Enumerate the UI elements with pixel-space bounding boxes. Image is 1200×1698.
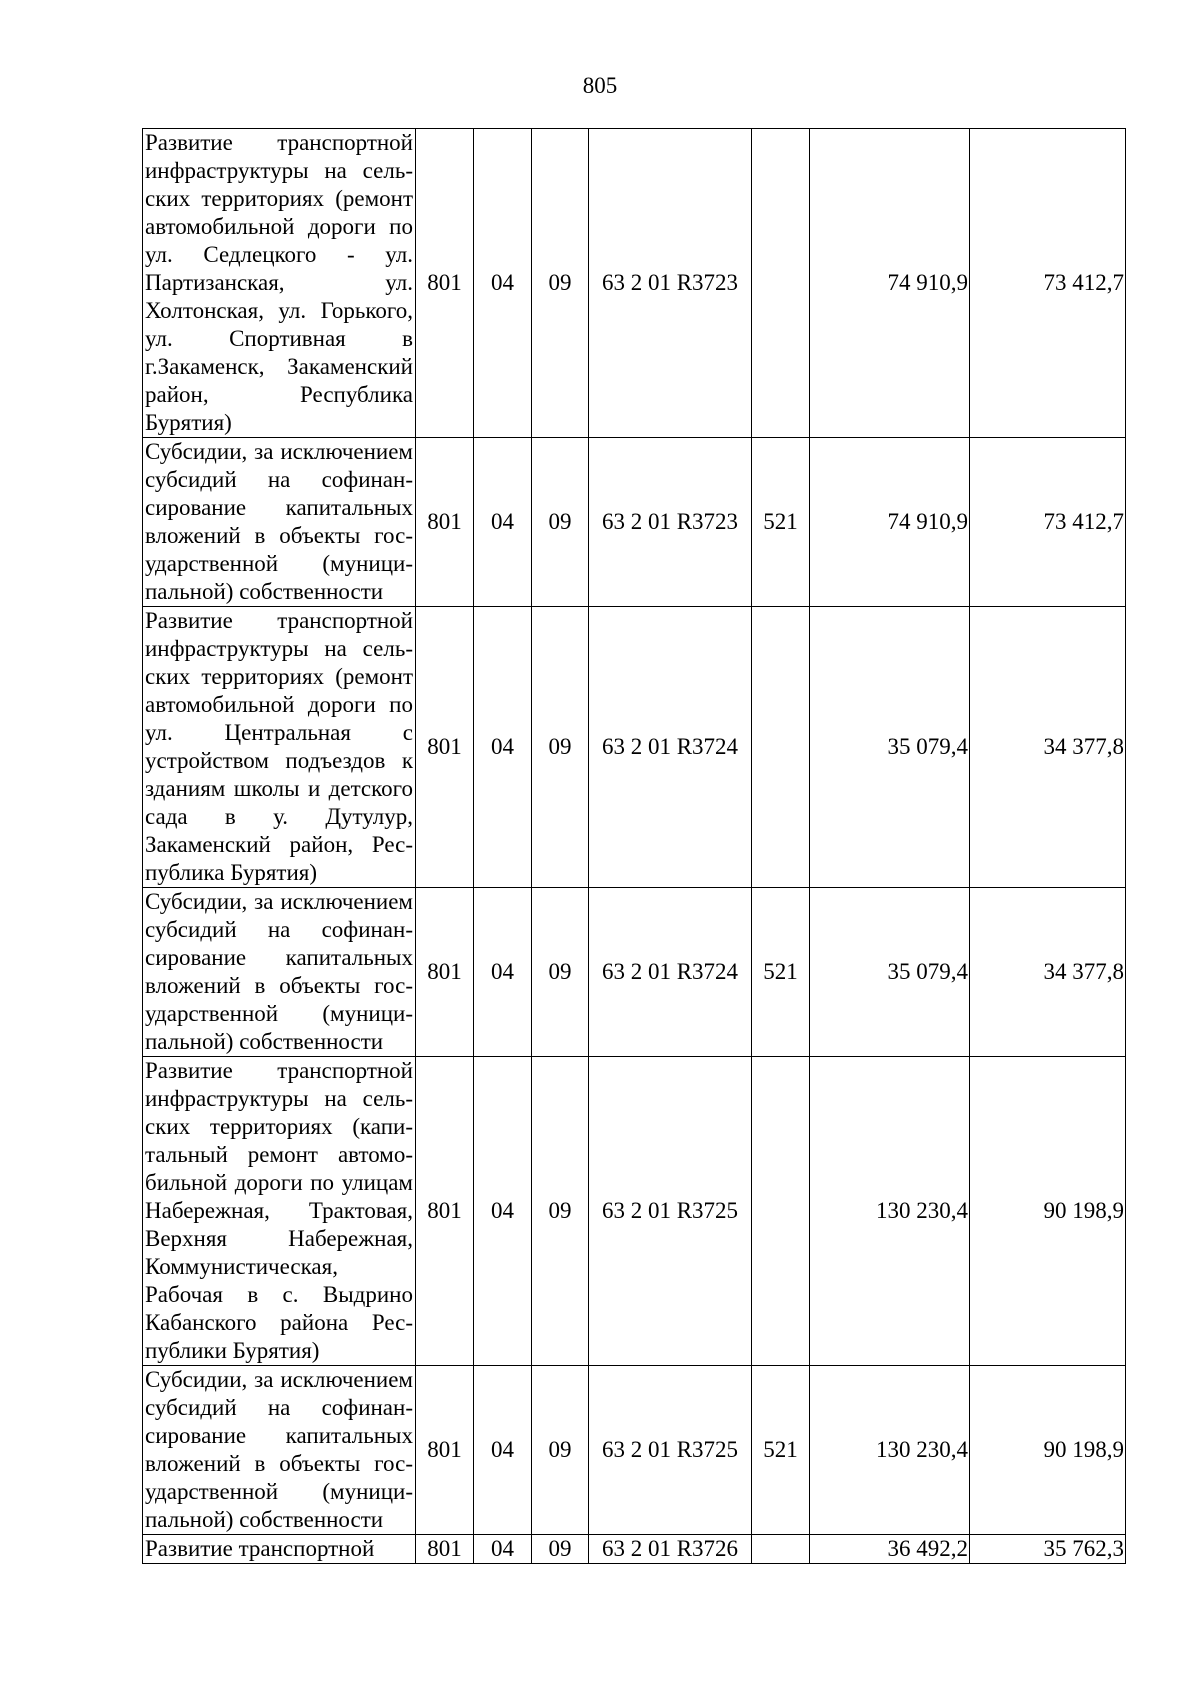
section-code: 04: [474, 438, 532, 607]
expense-type-code: 521: [752, 888, 810, 1057]
target-article-code: 63 2 01 R3724: [589, 607, 752, 888]
subsection-code: 09: [532, 1057, 589, 1366]
grbs-code: 801: [416, 1366, 474, 1535]
grbs-code: 801: [416, 1535, 474, 1564]
section-code: 04: [474, 607, 532, 888]
section-code: 04: [474, 888, 532, 1057]
row-description: Развитие транспортной инфраструктуры на сельских территориях (ремонт автомобильной дороги по ул. Седлецкого - ул. Партизанская, ул. Холтонская, ул. Горького, ул. Спортивная в г.Закаменск, Закаменский район, Республика Бурятия): [143, 129, 416, 438]
section-code: 04: [474, 1057, 532, 1366]
table-row: [143, 438, 1126, 607]
row-description: Субсидии, за исключением субсидий на софинансирование капитальных вложений в объекты государственной (муниципальной) собственности: [143, 888, 416, 1057]
section-code: 04: [474, 1535, 532, 1564]
expense-type-code: [752, 1535, 810, 1564]
subsection-code: 09: [532, 1366, 589, 1535]
amount-year-1: 74 910,9: [810, 129, 970, 438]
amount-year-2: 90 198,9: [970, 1366, 1126, 1535]
grbs-code: 801: [416, 438, 474, 607]
amount-year-1: 74 910,9: [810, 438, 970, 607]
subsection-code: 09: [532, 438, 589, 607]
row-description: Развитие транспортной инфраструктуры на сельских территориях (капитальный ремонт автомобильной дороги по улицам Набережная, Трактовая, Верхняя Набережная, Коммунистическая, Рабочая в с. Выдрино Кабанского района Республики Бурятия): [143, 1057, 416, 1366]
expense-type-code: [752, 607, 810, 888]
table-row: [143, 1366, 1126, 1535]
table-row: [143, 129, 1126, 438]
amount-year-1: 35 079,4: [810, 607, 970, 888]
row-description: Субсидии, за исключением субсидий на софинансирование капитальных вложений в объекты государственной (муниципальной) собственности: [143, 438, 416, 607]
row-description: Развитие транспортной: [143, 1535, 416, 1564]
subsection-code: 09: [532, 888, 589, 1057]
budget-table: [142, 128, 1126, 1564]
section-code: 04: [474, 129, 532, 438]
amount-year-1: 36 492,2: [810, 1535, 970, 1564]
amount-year-2: 35 762,3: [970, 1535, 1126, 1564]
grbs-code: 801: [416, 888, 474, 1057]
table-row: [143, 1535, 1126, 1564]
target-article-code: 63 2 01 R3726: [589, 1535, 752, 1564]
expense-type-code: 521: [752, 1366, 810, 1535]
amount-year-1: 35 079,4: [810, 888, 970, 1057]
amount-year-1: 130 230,4: [810, 1057, 970, 1366]
table-row: [143, 888, 1126, 1057]
grbs-code: 801: [416, 1057, 474, 1366]
target-article-code: 63 2 01 R3723: [589, 129, 752, 438]
amount-year-2: 34 377,8: [970, 607, 1126, 888]
amount-year-2: 73 412,7: [970, 438, 1126, 607]
amount-year-2: 90 198,9: [970, 1057, 1126, 1366]
grbs-code: 801: [416, 607, 474, 888]
subsection-code: 09: [532, 607, 589, 888]
table-row: [143, 607, 1126, 888]
amount-year-2: 34 377,8: [970, 888, 1126, 1057]
row-description: Субсидии, за исключением субсидий на софинансирование капитальных вложений в объекты государственной (муниципальной) собственности: [143, 1366, 416, 1535]
row-description: Развитие транспортной инфраструктуры на сельских территориях (ремонт автомобильной дороги по ул. Центральная с устройством подъездов к зданиям школы и детского сада в у. Дутулур, Закаменский район, Республика Бурятия): [143, 607, 416, 888]
subsection-code: 09: [532, 129, 589, 438]
amount-year-2: 73 412,7: [970, 129, 1126, 438]
amount-year-1: 130 230,4: [810, 1366, 970, 1535]
section-code: 04: [474, 1366, 532, 1535]
target-article-code: 63 2 01 R3725: [589, 1366, 752, 1535]
expense-type-code: [752, 1057, 810, 1366]
table-row: [143, 1057, 1126, 1366]
target-article-code: 63 2 01 R3725: [589, 1057, 752, 1366]
expense-type-code: [752, 129, 810, 438]
subsection-code: 09: [532, 1535, 589, 1564]
expense-type-code: 521: [752, 438, 810, 607]
target-article-code: 63 2 01 R3724: [589, 888, 752, 1057]
target-article-code: 63 2 01 R3723: [589, 438, 752, 607]
grbs-code: 801: [416, 129, 474, 438]
page-number: 805: [582, 73, 618, 98]
